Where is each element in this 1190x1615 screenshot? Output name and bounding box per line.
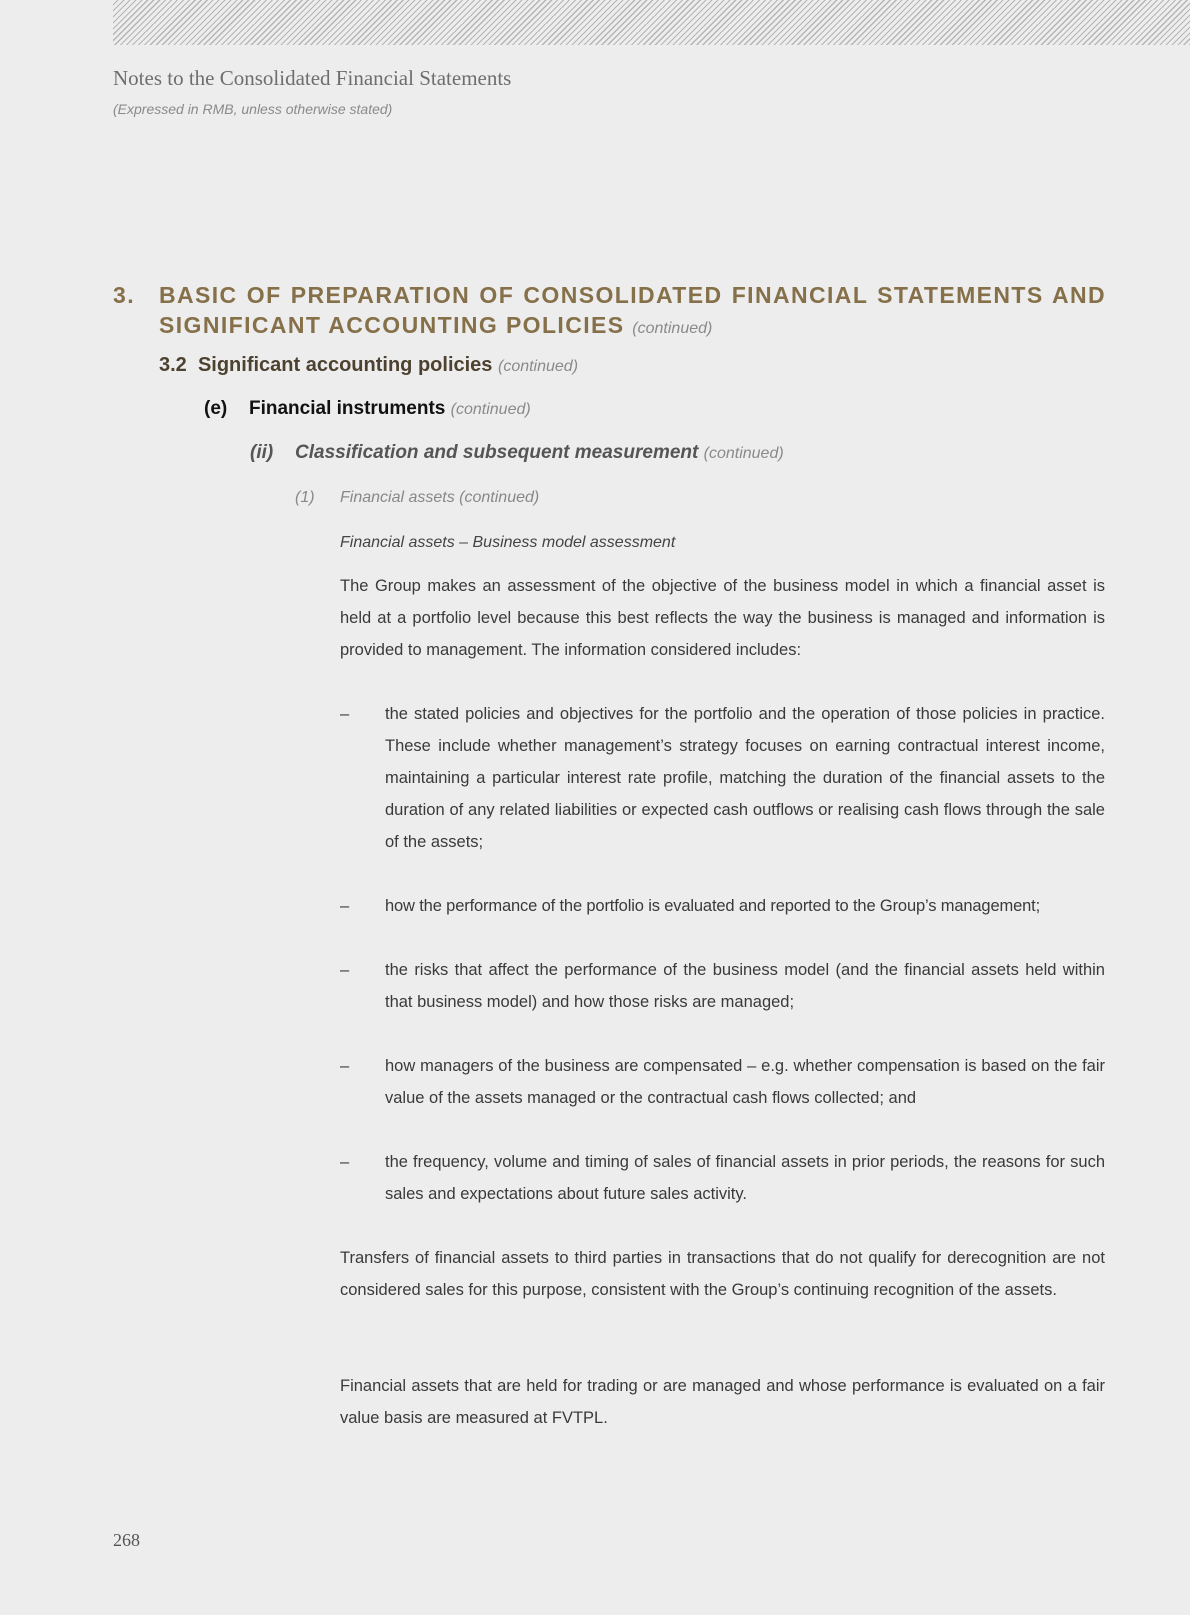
subsection-heading xyxy=(159,354,578,377)
transfers-paragraph: Transfers of financial assets to third parties in transactions that do not qualify for derecognition are not considered sales for this purpose, consistent with the Group’s continuing recognition of the assets. xyxy=(340,1249,1105,1299)
bullet-text: the frequency, volume and timing of sales of financial assets in prior periods, the reasons for such sales and expectations about future sales activity. xyxy=(385,1153,1105,1203)
decorative-hatch-band xyxy=(113,0,1190,45)
bullet-item xyxy=(340,954,1105,1018)
point-heading xyxy=(295,489,539,507)
bullet-dash: – xyxy=(340,1057,350,1075)
subitem-title: Classification and subsequent measurement xyxy=(295,442,699,463)
subsection-title: Significant accounting policies xyxy=(197,354,493,376)
subitem-heading xyxy=(250,442,784,464)
point-title: Financial assets (continued) xyxy=(340,489,540,506)
subheading: Financial assets – Business model assessment xyxy=(340,534,676,551)
section-number: 3. xyxy=(113,282,135,308)
bullet-dash: – xyxy=(340,961,350,979)
item-number: (e) xyxy=(204,398,228,419)
page-number: 268 xyxy=(113,1530,140,1550)
running-title: Notes to the Consolidated Financial Statements xyxy=(113,66,512,90)
bullet-text: the risks that affect the performance of the business model (and the financial assets held within that business model) and how those risks are managed; xyxy=(385,961,1105,1011)
bullet-dash: – xyxy=(340,705,350,723)
bullet-item xyxy=(340,890,1105,922)
bullet-dash: – xyxy=(340,1153,350,1171)
intro-paragraph: The Group makes an assessment of the objective of the business model in which a financial asset is held at a portfolio level because this best reflects the way the business is managed and information is provided to management. The information considered includes: xyxy=(340,577,1105,659)
fvtpl-paragraph: Financial assets that are held for trading or are managed and whose performance is evaluated on a fair value basis are measured at FVTPL. xyxy=(340,1377,1105,1427)
item-heading xyxy=(204,398,531,420)
bullet-text: how managers of the business are compensated – e.g. whether compensation is based on the fair value of the assets managed or the contractual cash flows collected; and xyxy=(385,1057,1105,1107)
continued-label: (continued) xyxy=(450,401,531,418)
continued-label: (continued) xyxy=(703,445,784,462)
bullet-dash: – xyxy=(340,897,350,915)
item-title: Financial instruments xyxy=(249,398,446,419)
section-heading xyxy=(113,280,1106,344)
bullet-item xyxy=(340,1050,1105,1114)
subitem-number: (ii) xyxy=(250,442,274,463)
bullet-item xyxy=(340,1146,1105,1210)
bullet-text: the stated policies and objectives for the portfolio and the operation of those policies in practice. These include whether management’s strategy focuses on earning contractual interest income, maintaining a particular interest rate profile, matching the duration of the financial assets to the duration of any related liabilities or expected cash outflows or realising cash flows through the sale of the assets; xyxy=(385,705,1105,851)
bullet-item xyxy=(340,698,1105,858)
subsection-number: 3.2 xyxy=(159,354,187,376)
currency-note: (Expressed in RMB, unless otherwise stated) xyxy=(113,101,393,117)
continued-label: (continued) xyxy=(632,320,713,337)
point-number: (1) xyxy=(295,489,315,506)
section-title: BASIC OF PREPARATION OF CONSOLIDATED FINANCIAL STATEMENTS AND SIGNIFICANT ACCOUNTING POLICIES xyxy=(159,282,1106,338)
bullet-text: how the performance of the portfolio is evaluated and reported to the Group’s management; xyxy=(385,897,1041,915)
continued-label: (continued) xyxy=(497,358,579,375)
